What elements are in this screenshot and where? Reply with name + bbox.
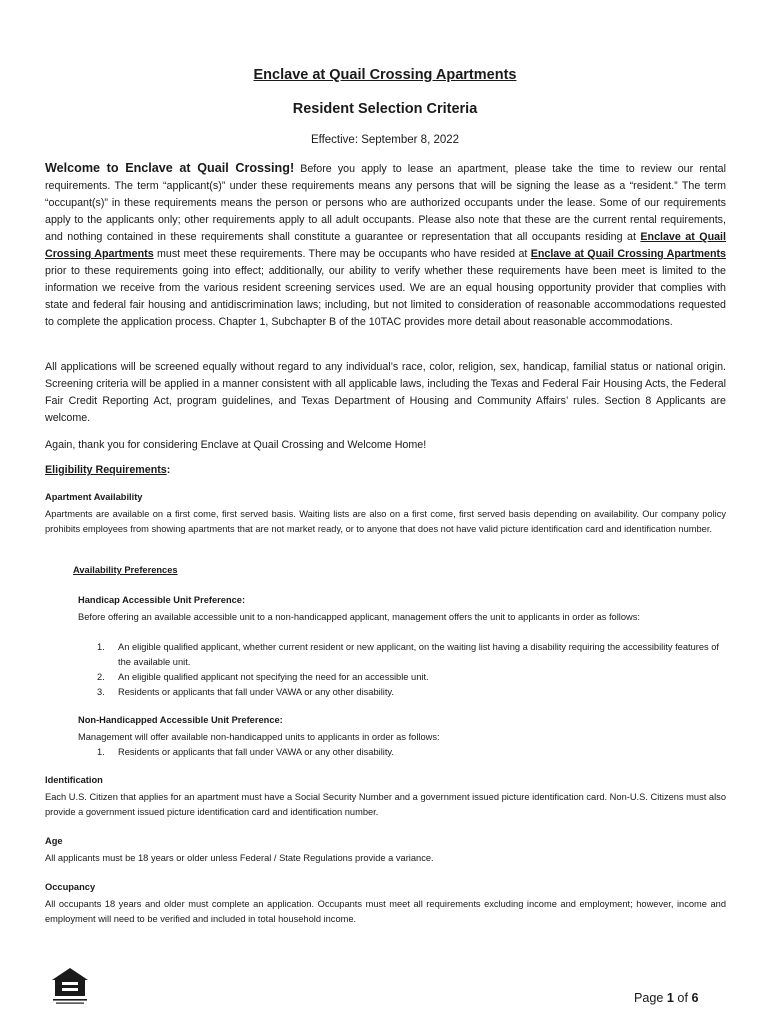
list-item [78, 670, 726, 685]
property-name-1: Enclave at Quail Crossing Apartments [45, 231, 726, 260]
non-handicap-preference-heading: Non-Handicapped Accessible Unit Preference: [78, 715, 283, 725]
preferences-heading: Availability Preferences [73, 565, 178, 575]
age-text: All applicants must be 18 years or older unless Federal / State Regulations provide a variance. [45, 853, 434, 863]
availability-text: Apartments are available on a first come, first served basis. Waiting lists are also on a first come, first served basis depending on availability. Our company policy prohibits employees from showing apartments that are not market ready, or to anyone that does not have valid picture identification card and identification number. [45, 509, 726, 534]
eligibility-heading-text: Eligibility Requirements [45, 464, 167, 476]
list-item-text: Residents or applicants that fall under VAWA or any other disability. [118, 747, 394, 757]
page-total: 6 [691, 991, 699, 1005]
handicap-preference-heading: Handicap Accessible Unit Preference: [78, 595, 246, 605]
list-item-number: 3. [97, 687, 105, 697]
list-item-number: 1. [97, 642, 105, 652]
non-handicap-preference-list [78, 745, 726, 760]
list-item [78, 640, 726, 670]
handicap-preference-list [78, 640, 726, 700]
list-item-number: 1. [97, 747, 105, 757]
identification-text: Each U.S. Citizen that applies for an apartment must have a Social Security Number and a government issued picture identification card. Non-U.S. Citizens must also provide a government issued picture identification card and identification number. [45, 792, 726, 817]
intro-paragraph [45, 160, 726, 331]
page-number: 1 [666, 991, 674, 1005]
list-item-text: An eligible qualified applicant not specifying the need for an accessible unit. [118, 672, 429, 682]
equal-housing-logo-graphic [50, 966, 90, 1006]
handicap-preference-text: Before offering an available accessible unit to a non-handicapped applicant, management offers the unit to applicants in order as follows: [78, 612, 640, 622]
of-word: of [673, 991, 692, 1005]
intro-text-b: must meet these requirements. There may be occupants who have resided at [153, 248, 531, 260]
list-item-text: Residents or applicants that fall under VAWA or any other disability. [118, 687, 394, 697]
occupancy-text: All occupants 18 years and older must complete an application. Occupants must meet all requirements excluding income and employment; however, income and employment will need to be verified and included in total household income. [45, 899, 726, 924]
eligibility-heading-colon: : [166, 464, 171, 476]
intro-text-a: Before you apply to lease an apartment, please take the time to review our rental requirements. The term “applicant(s)” under these requirements means any persons that will be signing the lease as a “resident.” The term “occupant(s)” in these requirements means the person or persons who are authorized occupants under the lease. Some of our requirements apply to the applicants only; other requirements apply to all adult occupants. Please also note that these are the current rental requirements, and nothing contained in these requirements shall constitute a guarantee or representation that all occupants residing at [45, 163, 726, 243]
list-item-text: An eligible qualified applicant, whether current resident or new applicant, on the waiting list having a disability requiring the accessibility features of the available unit. [118, 642, 720, 667]
effective-date: Effective: September 8, 2022 [310, 134, 460, 146]
document-title: Enclave at Quail Crossing Apartments [253, 67, 517, 83]
screening-paragraph: All applications will be screened equally without regard to any individual’s race, color, religion, sex, handicap, familial status or national origin. Screening criteria will be applied in a manner consistent with all applicable laws, including the Texas and Federal Fair Housing Acts, the Federal Fair Credit Reporting Act, program guidelines, and Texas Department of Housing and Community Affairs’ rules. Section 8 Applicants are welcome. [45, 361, 726, 424]
identification-heading: Identification [45, 775, 103, 785]
occupancy-heading: Occupancy [45, 882, 96, 892]
thanks-paragraph: Again, thank you for considering Enclave at Quail Crossing and Welcome Home! [45, 439, 427, 451]
page-word: Page [634, 991, 667, 1005]
intro-lead: Welcome to Enclave at Quail Crossing! [45, 161, 295, 175]
age-heading: Age [45, 836, 63, 846]
page-indicator [634, 991, 698, 1005]
list-item [78, 745, 726, 760]
list-item-number: 2. [97, 672, 105, 682]
intro-text-c: prior to these requirements going into effect; additionally, our ability to verify whether these requirements have been meet is limited to the information we receive from the various resident screening services used. We are an equal housing opportunity provider that complies with state and federal fair housing and antidiscrimination laws; including, but not limited to consideration of reasonable accommodations requested to complete the application process. Chapter 1, Subchapter B of the 10TAC provides more detail about reasonable accommodations. [45, 265, 726, 328]
equal-housing-opportunity-icon [50, 966, 90, 1006]
eligibility-heading [45, 464, 170, 476]
list-item [78, 685, 726, 700]
property-name-2: Enclave at Quail Crossing Apartments [530, 248, 727, 260]
availability-heading: Apartment Availability [45, 492, 143, 502]
document-subtitle: Resident Selection Criteria [292, 101, 478, 117]
non-handicap-preference-text: Management will offer available non-handicapped units to applicants in order as follows: [78, 732, 440, 742]
